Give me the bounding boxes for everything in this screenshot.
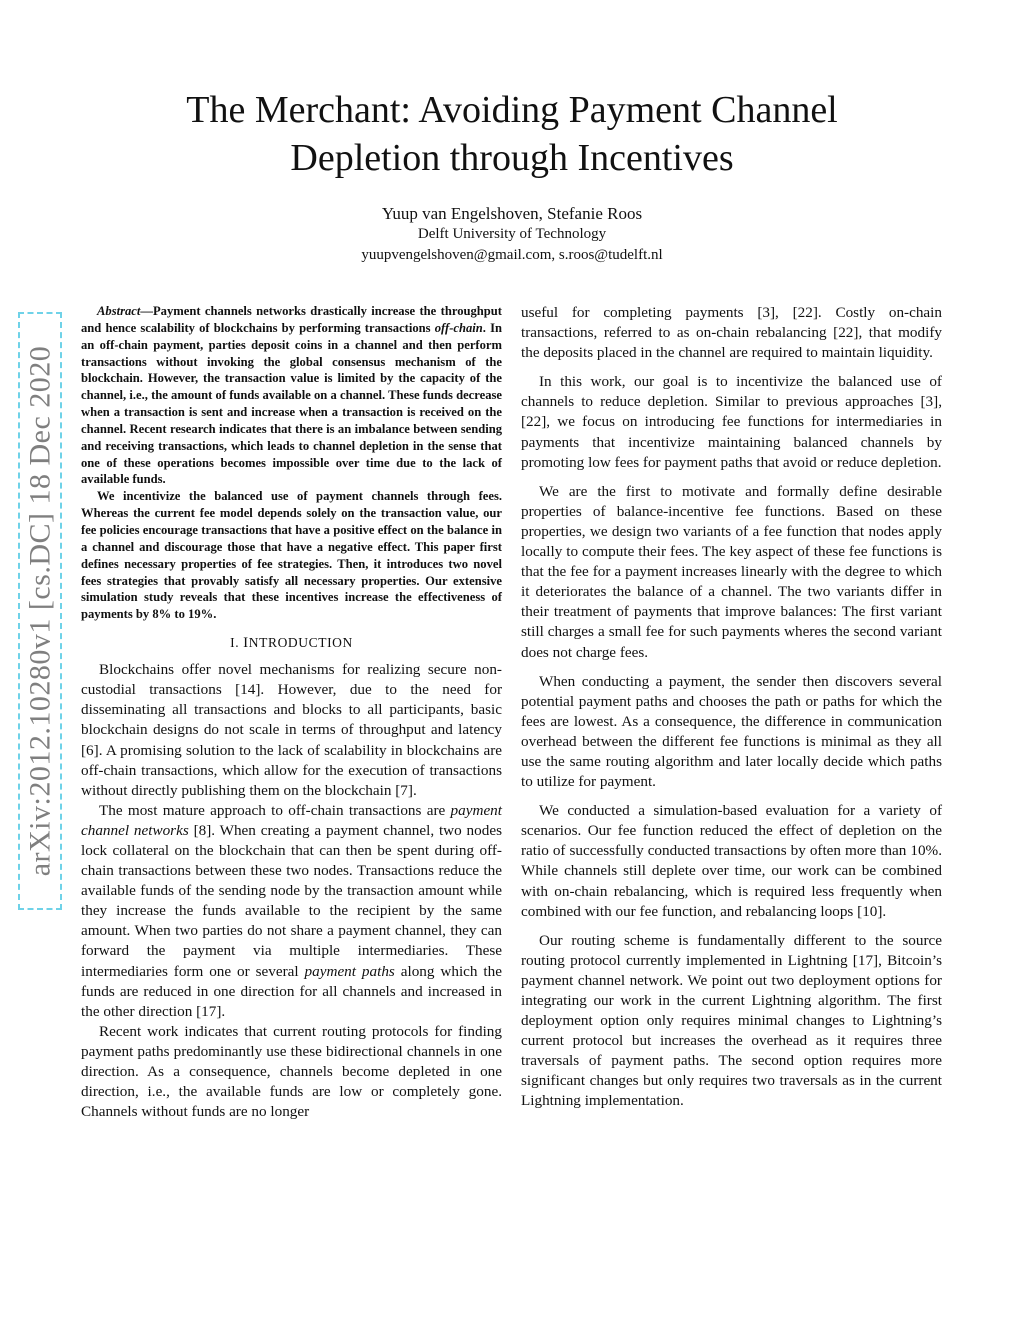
body-paragraph: In this work, our goal is to incentivize the balanced use of channels to reduce depletion. Similar to previous approaches [3], [22], we focus on introducing fee functions for intermediaries in payments that incentivize maintaining balanced channels by promoting low fees for payment paths that avoid or reduce depletion. bbox=[521, 373, 942, 471]
body-paragraph: We are the first to motivate and formally define desirable properties of balance-incentive fee functions. Based on these properties, we design two variants of a fee function that nodes apply locally to compute their fees. The key aspect of these fee functions is that the fee for a payment increases linearly with the degree to which it deteriorates the balance of a channel. The two variants differ in their treatment of payments that improve balances: The first variant still charges a small fee for such payments wheres the second variant does not charge fees. bbox=[521, 482, 942, 661]
title-line-2: Depletion through Incentives bbox=[290, 137, 734, 179]
author-emails: yuupvengelshoven@gmail.com, s.roos@tudelft.nl bbox=[361, 247, 663, 263]
arxiv-identifier-stamp bbox=[18, 312, 62, 910]
introduction-left-text bbox=[81, 660, 502, 1122]
abstract bbox=[81, 303, 502, 623]
section-heading-introduction: I. INTRODUCTION bbox=[230, 635, 353, 652]
left-column bbox=[81, 303, 502, 1122]
body-paragraph: Our routing scheme is fundamentally different to the source routing protocol currently implemented in Lightning [17], Bitcoin’s payment channel network. We point out two deployment options for integrating our work in the current Lightning algorithm. The first deployment option only requires minimal changes to Lightning’s current protocol but increases the overhead as it requires three traversals of payment paths. The second option requires more significant changes but only requires two traversals as in the current Lightning implementation. bbox=[521, 931, 942, 1110]
paper-title bbox=[100, 86, 924, 182]
authors: Yuup van Engelshoven, Stefanie Roos bbox=[381, 204, 643, 223]
body-paragraph: Blockchains offer novel mechanisms for realizing secure non-custodial transactions [14]. However, due to the need for disseminating all transactions and blocks to all participants, basic blockchain designs do not scale in terms of throughput and latency [6]. A promising solution to the lack of scalability in blockchains are off-chain transactions, which allow for the execution of transactions without directly publishing them on the blockchain [7]. bbox=[81, 661, 502, 799]
abstract-paragraph-2: We incentivize the balanced use of payment channels through fees. Whereas the current fee model depends solely on the transaction value, our fee policies encourage transactions that have a positive effect on the balance in a channel and discourage those that have a negative effect. This paper first defines necessary properties of fee strategies. Then, it introduces two novel fees strategies that provably satisfy all necessary properties. Our extensive simulation study reveals that these incentives increase the effectiveness of payments by 8% to 19%. bbox=[81, 489, 502, 622]
body-paragraph: We conducted a simulation-based evaluation for a variety of scenarios. Our fee function reduced the effect of depletion on the ratio of successfully conducted transactions by often more than 10%. While channels still deplete over time, our work can be combined with on-chain rebalancing, which is required less frequently when combined with our fee function, and rebalancing loops [10]. bbox=[521, 802, 942, 920]
body-paragraph: Recent work indicates that current routing protocols for finding payment paths predominantly use these bidirectional channels in one direction. As a consequence, channels become depleted in one direction, i.e., the available funds are low or completely gone. Channels without funds are no longer bbox=[81, 1022, 502, 1121]
title-line-1: The Merchant: Avoiding Payment Channel bbox=[186, 89, 838, 131]
affiliation: Delft University of Technology bbox=[417, 226, 607, 242]
body-paragraph: When conducting a payment, the sender then discovers several potential payment paths and chooses the path or paths for which the fees are lowest. As a consequence, the difference in communication overhead between the different fee functions is minimal as they all use the same routing algorithm and later locally decide which paths to utilize for payment. bbox=[521, 672, 942, 791]
body-paragraph: useful for completing payments [3], [22]. Costly on-chain transactions, referred to as on-chain rebalancing [22], that modify the deposits placed in the channel are required to maintain liquidity. bbox=[521, 304, 942, 362]
right-column bbox=[521, 303, 942, 1121]
body-paragraph: The most mature approach to off-chain transactions are payment channel networks [8]. When creating a payment channel, two nodes lock collateral on the blockchain that can then be spent during off-chain transactions between these two nodes. Transactions reduce the available funds of the sending node by the transaction amount while they increase the funds available to the recipient by the same amount. When two parties do not share a payment channel, they can forward the payment via multiple intermediaries. These intermediaries form one or several payment paths along which the funds are reduced in one direction for all channels and increased in the other direction [17]. bbox=[81, 801, 502, 1020]
abstract-label: Abstract bbox=[97, 304, 141, 318]
arxiv-identifier: arXiv:2012.10280v1 [cs.DC] 18 Dec 2020 bbox=[23, 345, 56, 877]
abstract-paragraph-1: Abstract—Payment channels networks drastically increase the throughput and hence scalability of blockchains by performing transactions off-chain. In an off-chain payment, parties deposit coins in a channel and then perform transactions without invoking the global consensus mechanism of the blockchain. However, the transaction value is limited by the capacity of the channel, i.e., the amount of funds available on a channel. These funds decrease when a transaction is sent and increase when a transaction is received on the channel. Recent research indicates that there is an imbalance between sending and receiving transactions, which leads to channel depletion in the sense that one of these operations becomes impossible over time due to the lack of available funds. bbox=[81, 304, 502, 487]
